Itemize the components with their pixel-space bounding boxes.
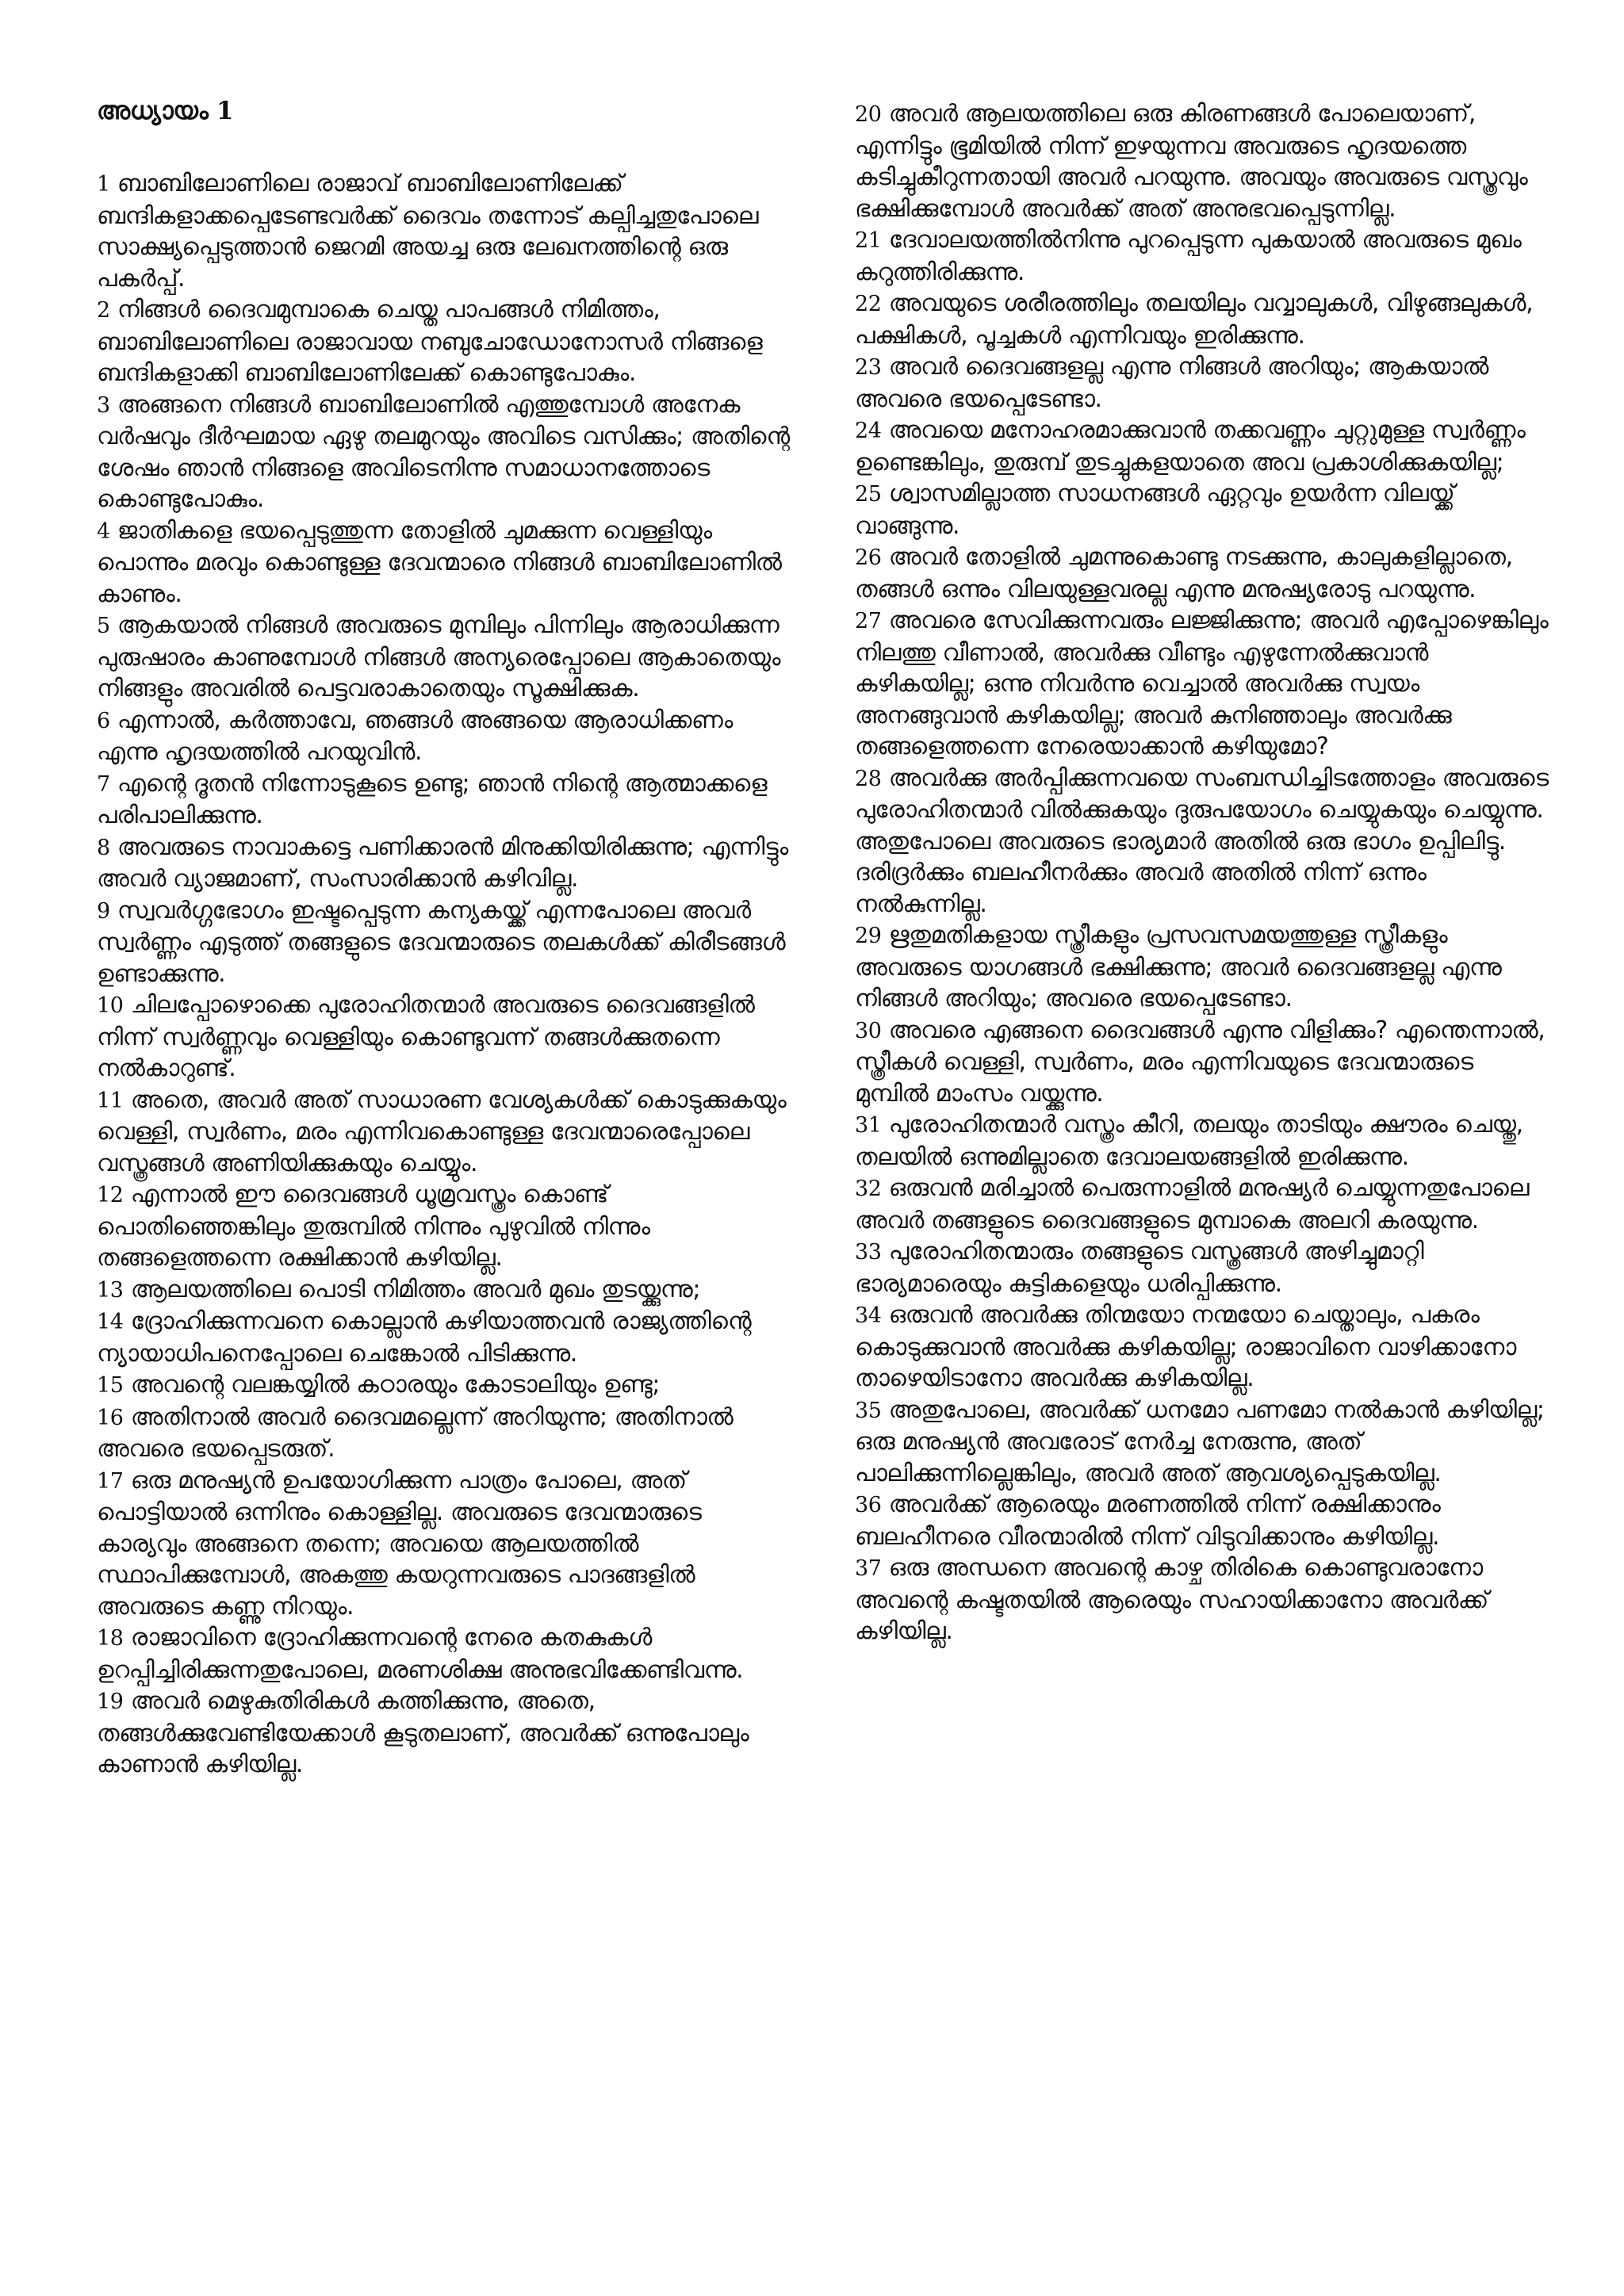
verse	[855, 605, 1553, 763]
verse-text: അവന്റെ വലങ്കയ്യിൽ കഠാരയും കോടാലിയും ഉണ്ടു;	[130, 1371, 661, 1399]
verse-text: ഋതുമതികളായ സ്ത്രീകളും പ്രസവസമയത്തുള്ള സ്ത്രീകളും അവരുടെ യാഗങ്ങൾ ഭക്ഷിക്കുന്നു; അവർ ദൈവങ്ങളല്ല എന്നു നിങ്ങൾ അറിയും; അവരെ ഭയപ്പെടേണ്ടാ.	[855, 921, 1502, 1012]
verse-text: അവർക്കു അർപ്പിക്കുന്നവയെ സംബന്ധിച്ചിടത്തോളം അവരുടെ പുരോഹിതന്മാർ വിൽക്കുകയും ദുരുപയോഗം ചെയ്യുകയും ചെയ്യുന്നു. അതുപോലെ അവരുടെ ഭാര്യമാർ അതിൽ ഒരു ഭാഗം ഉപ്പിലിട്ടു. ദരിദ്രർക്കും ബലഹീനർക്കും അവർ അതിൽ നിന്ന് ഒന്നും നൽകുന്നില്ല.	[855, 763, 1549, 918]
verse-number: 13	[97, 1277, 124, 1303]
verse	[97, 768, 795, 832]
verse	[855, 920, 1553, 1015]
verse	[97, 1274, 795, 1307]
verse	[855, 1552, 1553, 1647]
verse-text: ഒരു മനുഷ്യൻ ഉപയോഗിക്കുന്ന പാത്രം പോലെ, അത് പൊട്ടിയാൽ ഒന്നിനും കൊള്ളില്ല. അവരുടെ ദേവന്മാരുടെ കാര്യവും അങ്ങനെ തന്നെ; അവയെ ആലയത്തിൽ സ്ഥാപിക്കുമ്പോൾ, അകത്തു കയറുന്നവരുടെ പാദങ്ങളിൽ അവരുടെ കണ്ണു നിറയും.	[97, 1466, 702, 1621]
verse-text: അങ്ങനെ നിങ്ങൾ ബാബിലോണിൽ എത്തുമ്പോൾ അനേക വർഷവും ദീർഘമായ ഏഴു തലമുറയും അവിടെ വസിക്കും; അതിന്റെ ശേഷം ഞാൻ നിങ്ങളെ അവിടെനിന്നു സമാധാനത്തോടെ കൊണ്ടുപോകും.	[97, 390, 790, 513]
verse	[855, 351, 1553, 415]
verse-number: 11	[97, 1088, 124, 1113]
chapter-title: അധ്യായം 1	[97, 97, 234, 125]
verse-number: 23	[855, 355, 882, 380]
verse-number: 3	[97, 392, 110, 418]
verse-text: അവരുടെ നാവാകട്ടെ പണിക്കാരൻ മിനുക്കിയിരിക്കുന്നു; എന്നിട്ടും അവർ വ്യാജമാണ്, സംസാരിക്കാൻ കഴിവില്ല.	[97, 832, 788, 893]
verse-number: 14	[97, 1310, 124, 1334]
verse-number: 1	[97, 172, 110, 197]
verse-text: ശ്വാസമില്ലാത്ത സാധനങ്ങൾ ഏറ്റവും ഉയർന്ന വിലയ്ക്ക് വാങ്ങുന്നു.	[855, 480, 1455, 540]
verse-number: 35	[855, 1398, 882, 1423]
verse-number: 9	[97, 898, 110, 924]
verse	[855, 224, 1553, 288]
verse-text: നിങ്ങൾ ദൈവമുമ്പാകെ ചെയ്ത പാപങ്ങൾ നിമിത്തം, ബാബിലോണിലെ രാജാവായ നബുചോഡോനോസർ നിങ്ങളെ ബന്ദികളാക്കി ബാബിലോണിലേക്ക് കൊണ്ടുപോകും.	[97, 296, 763, 387]
verse-text: എന്നാൽ ഈ ദൈവങ്ങൾ ധൂമ്രവസ്ത്രം കൊണ്ട് പൊതിഞ്ഞെങ്കിലും തുരുമ്പിൽ നിന്നും പുഴുവിൽ നിന്നും തങ്ങളെത്തന്നെ രക്ഷിക്കാൻ കഴിയില്ല.	[97, 1181, 650, 1272]
verse-number: 7	[97, 771, 110, 797]
verse-number: 4	[97, 519, 110, 544]
verse-number: 22	[855, 292, 882, 316]
verse	[97, 1686, 795, 1781]
verse-number: 20	[855, 102, 882, 127]
verse	[855, 98, 1553, 224]
verse	[855, 1489, 1553, 1552]
verse-number: 29	[855, 924, 882, 948]
left-column	[97, 95, 795, 1781]
verse-number: 17	[97, 1468, 124, 1494]
verse-number: 12	[97, 1183, 124, 1207]
verse-number: 21	[855, 228, 882, 253]
verse-number: 32	[855, 1177, 882, 1201]
verse-text: അതെ, അവർ അത് സാധാരണ വേശ്യകൾക്ക് കൊടുക്കുകയും വെള്ളി, സ്വർണം, മരം എന്നിവകൊണ്ടുള്ള ദേവന്മാരെപ്പോലെ വസ്ത്രങ്ങൾ അണിയിക്കുകയും ചെയ്യും.	[97, 1085, 787, 1177]
verse-text: അവരെ സേവിക്കുന്നവരും ലജ്ജിക്കുന്നു; അവർ എപ്പോഴെങ്കിലും നിലത്തു വീണാൽ, അവർക്കു വീണ്ടും എഴുന്നേൽക്കുവാൻ കഴികയില്ല; ഒന്നു നിവർന്നു വെച്ചാൽ അവർക്കു സ്വയം അനങ്ങുവാൻ കഴികയില്ല; അവർ കുനിഞ്ഞാലും അവർക്കു തങ്ങളെത്തന്നെ നേരെയാക്കാൻ കഴിയുമോ?	[855, 607, 1549, 760]
verse-text: ആലയത്തിലെ പൊടി നിമിത്തം അവർ മുഖം തുടയ്ക്കുന്നു;	[130, 1275, 701, 1303]
verse-number: 26	[855, 545, 882, 570]
verse-number: 2	[97, 298, 110, 323]
verse-text: ആകയാൽ നിങ്ങൾ അവരുടെ മുമ്പിലും പിന്നിലും ആരാധിക്കുന്ന പുരുഷാരം കാണുമ്പോൾ നിങ്ങൾ അന്യരെപ്പോലെ ആകാതെയും നിങ്ങളും അവരിൽ പെട്ടവരാകാതെയും സൂക്ഷിക്കുക.	[97, 611, 781, 702]
verse	[97, 832, 795, 895]
verse-text: അവർക്ക് ആരെയും മരണത്തിൽ നിന്ന് രക്ഷിക്കാനും ബലഹീനരെ വീരന്മാരിൽ നിന്ന് വിടുവിക്കാനും കഴിയില്ല.	[855, 1490, 1441, 1551]
verse	[855, 763, 1553, 920]
verse-text: രാജാവിനെ ദ്രോഹിക്കുന്നവന്റെ നേരെ കതകുകൾ ഉറപ്പിച്ചിരിക്കുന്നതുപോലെ, മരണശിക്ഷ അനുഭവിക്കേണ്ടിവന്നു.	[97, 1624, 744, 1684]
verse	[97, 1085, 795, 1180]
verse	[97, 989, 795, 1085]
verse-number: 36	[855, 1493, 882, 1517]
verse-number: 19	[97, 1689, 124, 1714]
verse-text: സ്വവർഗ്ഗഭോഗം ഇഷ്ടപ്പെടുന്ന കന്യകയ്ക്ക് എന്നപോലെ അവർ സ്വർണ്ണം എടുത്ത് തങ്ങളുടെ ദേവന്മാരുടെ തലകൾക്ക് കിരീടങ്ങൾ ഉണ്ടാക്കുന്നു.	[97, 896, 786, 988]
verse-text: പുരോഹിതന്മാരും തങ്ങളുടെ വസ്ത്രങ്ങൾ അഴിച്ചുമാറ്റി ഭാര്യമാരെയും കുട്ടികളെയും ധരിപ്പിക്കുന്നു.	[855, 1238, 1424, 1298]
verse	[855, 288, 1553, 351]
verse-text: അവർ മെഴുകുതിരികൾ കത്തിക്കുന്നു, അതെ, തങ്ങൾക്കുവേണ്ടിയേക്കാൾ കൂടുതലാണ്, അവർക്ക് ഒന്നുപോലും കാണാൻ കഴിയില്ല.	[97, 1687, 749, 1778]
verse-text: അവർ തോളിൽ ചുമന്നുകൊണ്ടു നടക്കുന്നു, കാലുകളില്ലാതെ, തങ്ങൾ ഒന്നും വിലയുള്ളവരല്ല എന്നു മനുഷ്യരോടു പറയുന്നു.	[855, 543, 1513, 603]
verse-text: ദേവാലയത്തിൽനിന്നു പുറപ്പെടുന്ന പുകയാൽ അവരുടെ മുഖം കറുത്തിരിക്കുന്നു.	[855, 226, 1522, 286]
verse-number: 10	[97, 993, 124, 1018]
verse-text: അവയെ മനോഹരമാക്കുവാൻ തക്കവണ്ണം ചുറ്റുമുള്ള സ്വർണ്ണം ഉണ്ടെങ്കിലും, തുരുമ്പ് തുടച്ചുകളയാതെ അവ പ്രകാശിക്കുകയില്ല;	[855, 416, 1526, 476]
verse-text: എന്റെ ദൂതൻ നിന്നോടുകൂടെ ഉണ്ടു; ഞാൻ നിന്റെ ആത്മാക്കളെ പരിപാലിക്കുന്നു.	[97, 769, 768, 829]
verse	[97, 294, 795, 389]
verse-number: 24	[855, 419, 882, 443]
verse-text: ജാതികളെ ഭയപ്പെടുത്തുന്ന തോളിൽ ചുമക്കുന്ന വെള്ളിയും പൊന്നും മരവും കൊണ്ടുള്ള ദേവന്മാരെ നിങ്ങൾ ബാബിലോണിൽ കാണും.	[97, 516, 782, 608]
verse-number: 37	[855, 1556, 882, 1581]
verse-number: 30	[855, 1018, 882, 1043]
verse	[97, 705, 795, 768]
verse	[97, 389, 795, 515]
verse-text: പുരോഹിതന്മാർ വസ്ത്രം കീറി, തലയും താടിയും ക്ഷൗരം ചെയ്തു, തലയിൽ ഒന്നുമില്ലാതെ ദേവാലയങ്ങളിൽ ഇരിക്കുന്നു.	[855, 1111, 1523, 1171]
verse-number: 6	[97, 708, 110, 733]
verse-text: അതുപോലെ, അവർക്ക് ധനമോ പണമോ നൽകാൻ കഴിയില്ല; ഒരു മനുഷ്യൻ അവരോട് നേർച്ച നേരുന്നു, അത് പാലിക്കുന്നില്ലെങ്കിലും, അവർ അത് ആവശ്യപ്പെടുകയില്ല.	[855, 1395, 1545, 1487]
verse-text: അവരെ എങ്ങനെ ദൈവങ്ങൾ എന്നു വിളിക്കും? എന്തെന്നാൽ, സ്ത്രീകൾ വെള്ളി, സ്വർണം, മരം എന്നിവയുടെ ദേവന്മാരുടെ മുമ്പിൽ മാംസം വയ്ക്കുന്നു.	[855, 1016, 1545, 1108]
verse-number: 5	[97, 614, 110, 638]
verse	[97, 1306, 795, 1369]
verse-text: ദ്രോഹിക്കുന്നവനെ കൊല്ലാൻ കഴിയാത്തവൻ രാജ്യത്തിന്റെ ന്യായാധിപനെപ്പോലെ ചെങ്കോൽ പിടിക്കുന്നു.	[97, 1307, 752, 1368]
verse	[855, 1395, 1553, 1490]
verse-text: ബാബിലോണിലെ രാജാവ് ബാബിലോണിലേക്ക് ബന്ദികളാക്കപ്പെടേണ്ടവർക്ക് ദൈവം തന്നോട് കല്പിച്ചതുപോലെ സാക്ഷ്യപ്പെടുത്താൻ ജെറമി അയച്ച ഒരു ലേഖനത്തിന്റെ ഒരു പകർപ്പ്.	[97, 170, 759, 293]
verse	[855, 415, 1553, 478]
verse-text: ചിലപ്പോഴൊക്കെ പുരോഹിതന്മാർ അവരുടെ ദൈവങ്ങളിൽ നിന്ന് സ്വർണ്ണവും വെള്ളിയും കൊണ്ടുവന്ന് തങ്ങൾക്കുതന്നെ നൽകാറുണ്ട്.	[97, 991, 755, 1082]
verse-text: അവർ ആലയത്തിലെ ഒരു കിരണങ്ങൾ പോലെയാണ്, എന്നിട്ടും ഭൂമിയിൽ നിന്ന് ഇഴയുന്നവ അവരുടെ ഹൃദയത്തെ കടിച്ചുകീറുന്നതായി അവർ പറയുന്നു. അവയും അവരുടെ വസ്ത്രവും ഭക്ഷിക്കുമ്പോൾ അവർക്ക് അത് അനുഭവപ്പെടുന്നില്ല.	[855, 100, 1528, 223]
verse	[97, 1179, 795, 1274]
verse-number: 15	[97, 1373, 124, 1398]
verse	[97, 1402, 795, 1465]
verse	[97, 168, 795, 294]
verse	[855, 478, 1553, 541]
verse	[855, 1015, 1553, 1110]
verse-number: 28	[855, 766, 882, 791]
verse-text: എന്നാൽ, കർത്താവേ, ഞങ്ങൾ അങ്ങയെ ആരാധിക്കണം എന്നു ഹൃദയത്തിൽ പറയുവിൻ.	[97, 706, 733, 766]
verse-number: 25	[855, 482, 882, 507]
verse-number: 34	[855, 1303, 882, 1328]
verse-text: അതിനാൽ അവർ ദൈവമല്ലെന്ന് അറിയുന്നു; അതിനാൽ അവരെ ഭയപ്പെടരുത്.	[97, 1402, 733, 1463]
verse-text: അവർ ദൈവങ്ങളല്ല എന്നു നിങ്ങൾ അറിയും; ആകയാൽ അവരെ ഭയപ്പെടേണ്ടാ.	[855, 353, 1488, 413]
verse	[97, 1369, 795, 1402]
verse-number: 18	[97, 1626, 124, 1651]
verse	[97, 515, 795, 610]
verse	[855, 1109, 1553, 1173]
verse	[855, 1236, 1553, 1299]
verse	[97, 895, 795, 990]
verse	[855, 541, 1553, 605]
right-column	[855, 98, 1553, 1647]
verse-number: 16	[97, 1405, 124, 1430]
verse-text: അവയുടെ ശരീരത്തിലും തലയിലും വവ്വാലുകൾ, വിഴുങ്ങലുകൾ, പക്ഷികൾ, പൂച്ചകൾ എന്നിവയും ഇരിക്കുന്നു.	[855, 289, 1534, 350]
verse-text: ഒരുവൻ മരിച്ചാൽ പെരുന്നാളിൽ മനുഷ്യർ ചെയ്യുന്നതുപോലെ അവർ തങ്ങളുടെ ദൈവങ്ങളുടെ മുമ്പാകെ അലറി കരയുന്നു.	[855, 1174, 1530, 1234]
verse-text: ഒരു അന്ധനെ അവന്റെ കാഴ്ച തിരികെ കൊണ്ടുവരാനോ അവന്റെ കഷ്ടതയിൽ ആരെയും സഹായിക്കാനോ അവർക്ക് കഴിയില്ല.	[855, 1554, 1489, 1645]
verse-text: ഒരുവൻ അവർക്കു തിന്മയോ നന്മയോ ചെയ്താലും, പകരം കൊടുക്കുവാൻ അവർക്കു കഴികയില്ല; രാജാവിനെ വാഴിക്കാനോ താഴെയിടാനോ അവർക്കു കഴികയില്ല.	[855, 1301, 1516, 1392]
verse-number: 8	[97, 835, 110, 860]
verse	[97, 1622, 795, 1686]
verse-number: 27	[855, 609, 882, 633]
verse	[97, 610, 795, 705]
verse	[97, 1465, 795, 1623]
verse	[855, 1299, 1553, 1395]
verse-number: 33	[855, 1240, 882, 1265]
verse-number: 31	[855, 1113, 882, 1138]
verse	[855, 1173, 1553, 1236]
